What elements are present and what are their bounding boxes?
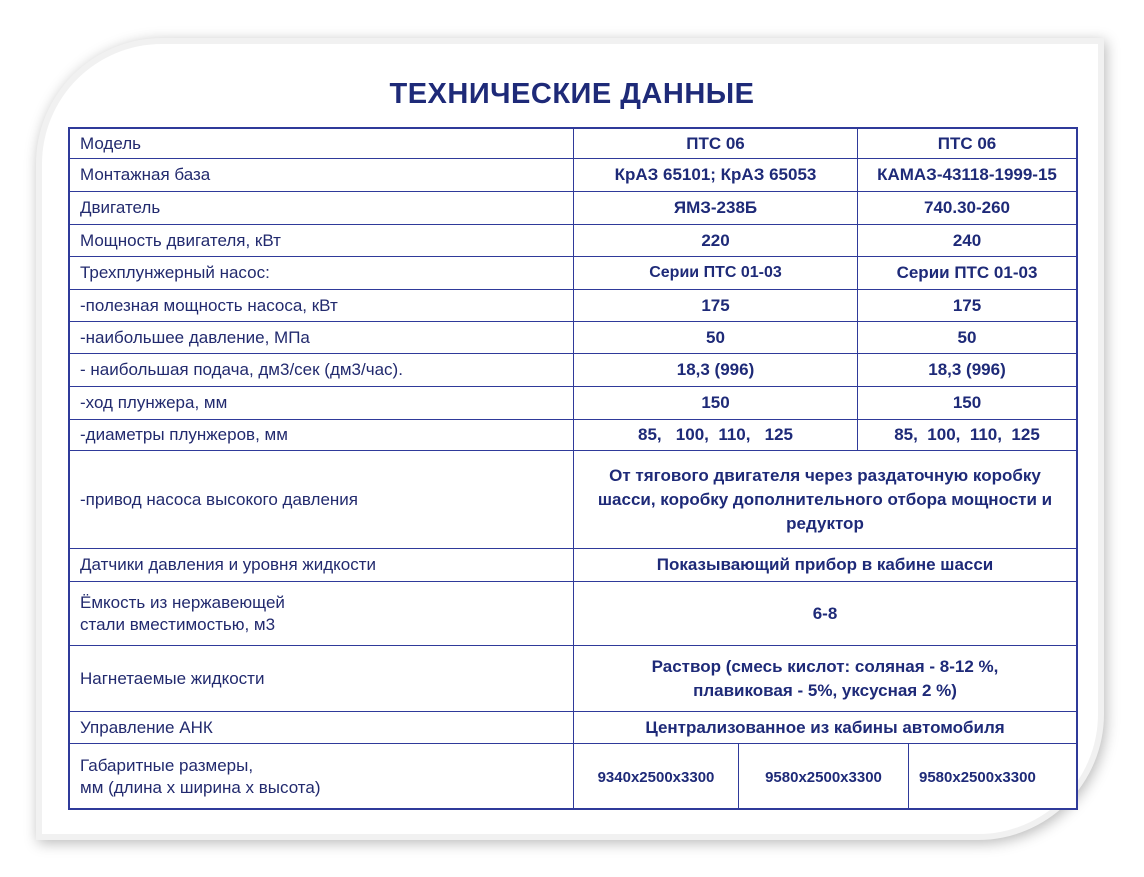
dimension-value-3: 9580х2500х3300 [908, 744, 1076, 810]
table-row [70, 225, 1076, 257]
table-row [70, 582, 1076, 646]
row-label: Управление АНК [80, 717, 213, 737]
row-value-merged: Показывающий прибор в кабине шасси [573, 549, 1076, 581]
row-label-line: мм (длина х ширина х высота) [80, 778, 321, 797]
row-value-1: 85, 100, 110, 125 [573, 420, 857, 450]
header-col1: ПТС 06 [573, 129, 857, 158]
table-row [70, 646, 1076, 712]
row-label-line: стали вместимостью, м3 [80, 614, 276, 634]
row-value-merged: От тягового двигателя через раздаточную коробку шасси, коробку дополнительного отбора мощности и редуктор [573, 451, 1076, 548]
row-value-1: 220 [573, 225, 857, 256]
row-value-merged: Централизованное из кабины автомобиля [573, 712, 1076, 743]
table-row [70, 354, 1076, 387]
row-value-1: 175 [573, 290, 857, 321]
row-value-1: Серии ПТС 01-03 [573, 257, 857, 289]
table-row [70, 420, 1076, 451]
row-label: Двигатель [80, 198, 161, 217]
row-label: -наибольшее давление, МПа [80, 327, 310, 347]
table-row [70, 322, 1076, 354]
table-header-row [70, 129, 1076, 159]
page-title: ТЕХНИЧЕСКИЕ ДАННЫЕ [389, 78, 755, 110]
row-label: Мощность двигателя, кВт [80, 230, 281, 250]
row-value-2: 175 [857, 290, 1076, 321]
row-label: -полезная мощность насоса, кВт [80, 295, 338, 315]
dimension-value-2: 9580х2500х3300 [738, 744, 908, 810]
row-value-2: КАМАЗ-43118-1999-15 [857, 159, 1076, 191]
spec-table [68, 127, 1078, 810]
table-row [70, 744, 1076, 810]
row-value-merged: 6-8 [573, 582, 1076, 645]
dimension-value-1: 9340х2500х3300 [573, 744, 738, 810]
row-value-2: 85, 100, 110, 125 [857, 420, 1076, 450]
row-value-line: Раствор (смесь кислот: соляная - 8-12 %, [651, 656, 999, 676]
row-value-1: ЯМЗ-238Б [573, 192, 857, 224]
row-label-line: Габаритные размеры, [80, 756, 254, 775]
row-label: Датчики давления и уровня жидкости [80, 555, 377, 574]
row-value-line: плавиковая - 5%, уксусная 2 %) [693, 680, 957, 700]
table-row [70, 712, 1076, 744]
table-row [70, 159, 1076, 192]
row-label: - наибольшая подача, дм3/сек (дм3/час). [80, 360, 403, 379]
table-row [70, 549, 1076, 582]
row-value-1: 150 [573, 387, 857, 419]
row-label-line: Ёмкость из нержавеющей [80, 592, 285, 612]
table-row [70, 192, 1076, 225]
header-col2: ПТС 06 [857, 129, 1076, 158]
row-value-2: 240 [857, 225, 1076, 256]
row-value-2: Серии ПТС 01-03 [857, 257, 1076, 289]
row-value-2: 740.30-260 [857, 192, 1076, 224]
row-value-merged [573, 646, 1076, 711]
row-value-1: КрАЗ 65101; КрАЗ 65053 [573, 159, 857, 191]
row-label: Трехплунжерный насос: [80, 263, 270, 282]
row-label [70, 744, 573, 810]
row-label: Нагнетаемые жидкости [80, 668, 265, 688]
row-label: -привод насоса высокого давления [80, 489, 359, 509]
row-value-1: 18,3 (996) [573, 354, 857, 386]
row-value-2: 50 [857, 322, 1076, 353]
table-row [70, 451, 1076, 549]
row-value-2: 150 [857, 387, 1076, 419]
header-label: Модель [80, 133, 142, 153]
table-row [70, 290, 1076, 322]
table-row [70, 257, 1076, 290]
table-row [70, 387, 1076, 420]
row-label [70, 582, 573, 645]
row-value-1: 50 [573, 322, 857, 353]
row-value-2: 18,3 (996) [857, 354, 1076, 386]
row-label: Монтажная база [80, 165, 211, 184]
row-label: -ход плунжера, мм [80, 393, 228, 412]
row-label: -диаметры плунжеров, мм [80, 425, 288, 444]
